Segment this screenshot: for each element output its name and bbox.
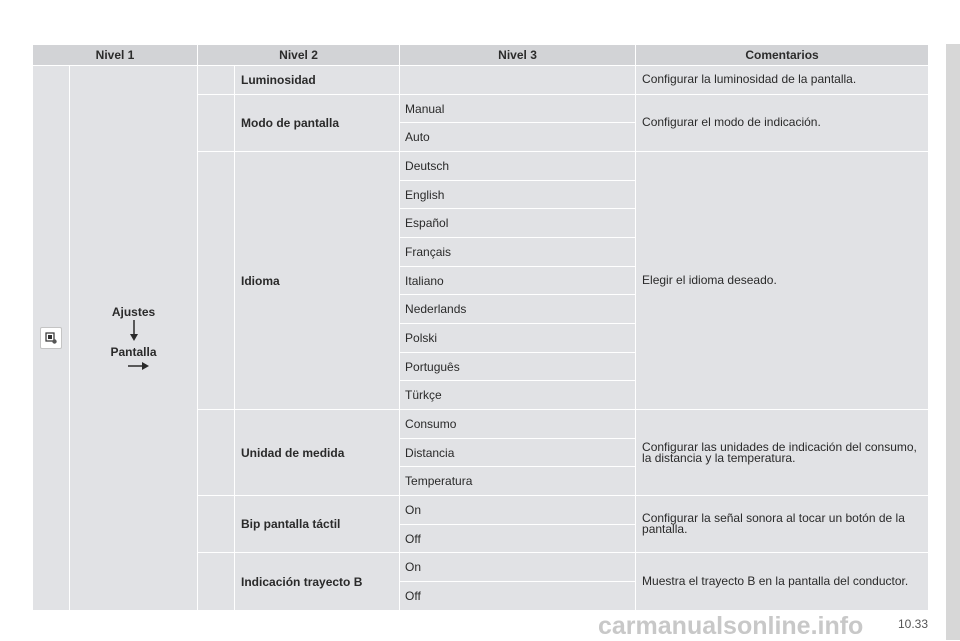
idioma-option: Português xyxy=(400,352,636,381)
idioma-label: Idioma xyxy=(235,152,400,410)
idioma-option: Polski xyxy=(400,324,636,353)
bip-option: Off xyxy=(400,524,636,553)
unidad-option: Consumo xyxy=(400,410,636,439)
unidad-label: Unidad de medida xyxy=(235,410,400,496)
header-comentarios: Comentarios xyxy=(636,45,929,66)
path-ajustes: Ajustes xyxy=(111,305,156,319)
watermark: carmanualsonline.info xyxy=(598,612,864,640)
trayecto-option: Off xyxy=(400,582,636,611)
header-row xyxy=(33,45,929,66)
indent-cell xyxy=(198,496,235,553)
level1-icon-cell xyxy=(33,66,70,611)
indent-cell xyxy=(198,553,235,611)
idioma-option: Français xyxy=(400,238,636,267)
indent-cell xyxy=(198,152,235,410)
arrow-down-icon xyxy=(129,320,139,342)
trayecto-option: On xyxy=(400,553,636,582)
bip-option: On xyxy=(400,496,636,525)
table-row xyxy=(33,66,929,95)
luminosidad-empty xyxy=(400,66,636,95)
idioma-option: Italiano xyxy=(400,266,636,295)
unidad-comment: Configurar las unidades de indicación del consumo, la distancia y la temperatura. xyxy=(636,410,929,496)
settings-icon xyxy=(40,327,62,349)
header-nivel-1: Nivel 1 xyxy=(33,45,198,66)
indent-cell xyxy=(198,66,235,95)
luminosidad-comment: Configurar la luminosidad de la pantalla. xyxy=(636,66,929,95)
header-nivel-3: Nivel 3 xyxy=(400,45,636,66)
luminosidad-label: Luminosidad xyxy=(235,66,400,95)
trayecto-label: Indicación trayecto B xyxy=(235,553,400,611)
header-nivel-2: Nivel 2 xyxy=(198,45,400,66)
modo-option: Manual xyxy=(400,94,636,123)
settings-menu-table xyxy=(32,44,929,611)
bip-comment: Configurar la señal sonora al tocar un botón de la pantalla. xyxy=(636,496,929,553)
idioma-option: Nederlands xyxy=(400,295,636,324)
scrollbar[interactable] xyxy=(946,44,960,640)
bip-label: Bip pantalla táctil xyxy=(235,496,400,553)
modo-option: Auto xyxy=(400,123,636,152)
level1-path-cell xyxy=(70,66,198,611)
unidad-option: Distancia xyxy=(400,438,636,467)
path-pantalla: Pantalla xyxy=(110,345,157,359)
modo-comment: Configurar el modo de indicación. xyxy=(636,94,929,151)
indent-cell xyxy=(198,410,235,496)
unidad-option: Temperatura xyxy=(400,467,636,496)
idioma-comment: Elegir el idioma deseado. xyxy=(636,152,929,410)
modo-label: Modo de pantalla xyxy=(235,94,400,151)
idioma-option: English xyxy=(400,180,636,209)
idioma-option: Türkçe xyxy=(400,381,636,410)
idioma-option: Deutsch xyxy=(400,152,636,181)
page-number: 10.33 xyxy=(898,617,929,631)
trayecto-comment: Muestra el trayecto B en la pantalla del conductor. xyxy=(636,553,929,611)
indent-cell xyxy=(198,94,235,151)
arrow-right-icon xyxy=(128,361,150,371)
idioma-option: Español xyxy=(400,209,636,238)
